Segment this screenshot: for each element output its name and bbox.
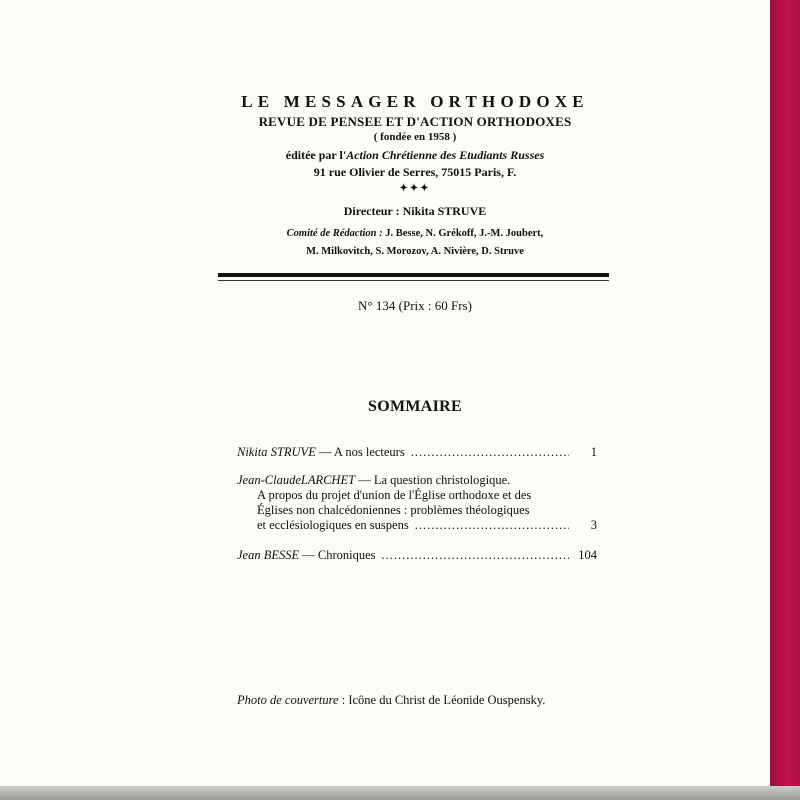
header-rule-thick	[218, 273, 609, 277]
toc-page-number: 3	[590, 518, 597, 532]
toc-author: Nikita STRUVE	[237, 445, 316, 459]
director-line: Directeur : Nikita STRUVE	[343, 204, 487, 218]
cover-credit	[237, 693, 545, 708]
page-edge-bottom	[0, 786, 800, 800]
address-line: 91 rue Olivier de Serres, 75015 Paris, F.	[313, 165, 517, 179]
cover-credit-text: : Icône du Christ de Léonide Ouspensky.	[338, 693, 546, 707]
toc-entry-line	[237, 445, 597, 460]
toc-entry	[237, 473, 597, 533]
issue-number: N° 134 (Prix : 60 Frs)	[358, 298, 472, 313]
toc-author: Jean-ClaudeLARCHET	[237, 473, 356, 487]
contents-heading: SOMMAIRE	[368, 398, 462, 415]
toc-leader-dots	[411, 445, 569, 460]
cover-credit-label: Photo de couverture	[237, 693, 339, 707]
journal-subtitle: REVUE DE PENSEE ET D'ACTION ORTHODOXES	[258, 114, 572, 129]
toc-page-number: 1	[590, 445, 597, 459]
publisher-line	[0, 148, 800, 163]
toc-title: — Chroniques	[302, 548, 376, 562]
founded-note: ( fondée en 1958 )	[373, 131, 457, 143]
toc-title-continuation: A propos du projet d'union de l'Église orthodoxe et des	[257, 488, 532, 502]
toc-entry-line: et ecclésiologiques en suspens ..... 3	[237, 518, 597, 533]
toc-entry	[237, 445, 597, 460]
page-edge-right	[770, 0, 800, 800]
toc-entry-line	[237, 548, 597, 563]
toc-title: — La question christologique.	[358, 473, 511, 487]
editorial-committee-line-2: M. Milkovitch, S. Morozov, A. Nivière, D. Struve	[306, 246, 524, 257]
toc-author: Jean BESSE	[237, 548, 300, 562]
editorial-committee-line-1	[0, 228, 800, 239]
committee-members-1: J. Besse, N. Grékoff, J.-M. Joubert,	[385, 228, 544, 239]
toc-leader-dots	[382, 548, 569, 563]
toc-page-number: 104	[578, 548, 597, 562]
toc-title-continuation: Églises non chalcédoniennes : problèmes théologiques	[257, 503, 530, 517]
publisher-org: Action Chrétienne des Etudiants Russes	[346, 148, 545, 162]
header-rule-thin	[218, 280, 609, 281]
publisher-prefix: éditée par l'	[285, 148, 347, 162]
toc-entry-line	[237, 473, 597, 488]
toc-entry	[237, 548, 597, 563]
toc-title: — A nos lecteurs	[318, 445, 405, 459]
ornament-divider: ✦✦✦	[399, 183, 431, 194]
committee-label: Comité de Rédaction :	[286, 228, 383, 239]
toc-leader-dots	[415, 518, 569, 533]
journal-title: LE MESSAGER ORTHODOXE	[241, 92, 589, 111]
